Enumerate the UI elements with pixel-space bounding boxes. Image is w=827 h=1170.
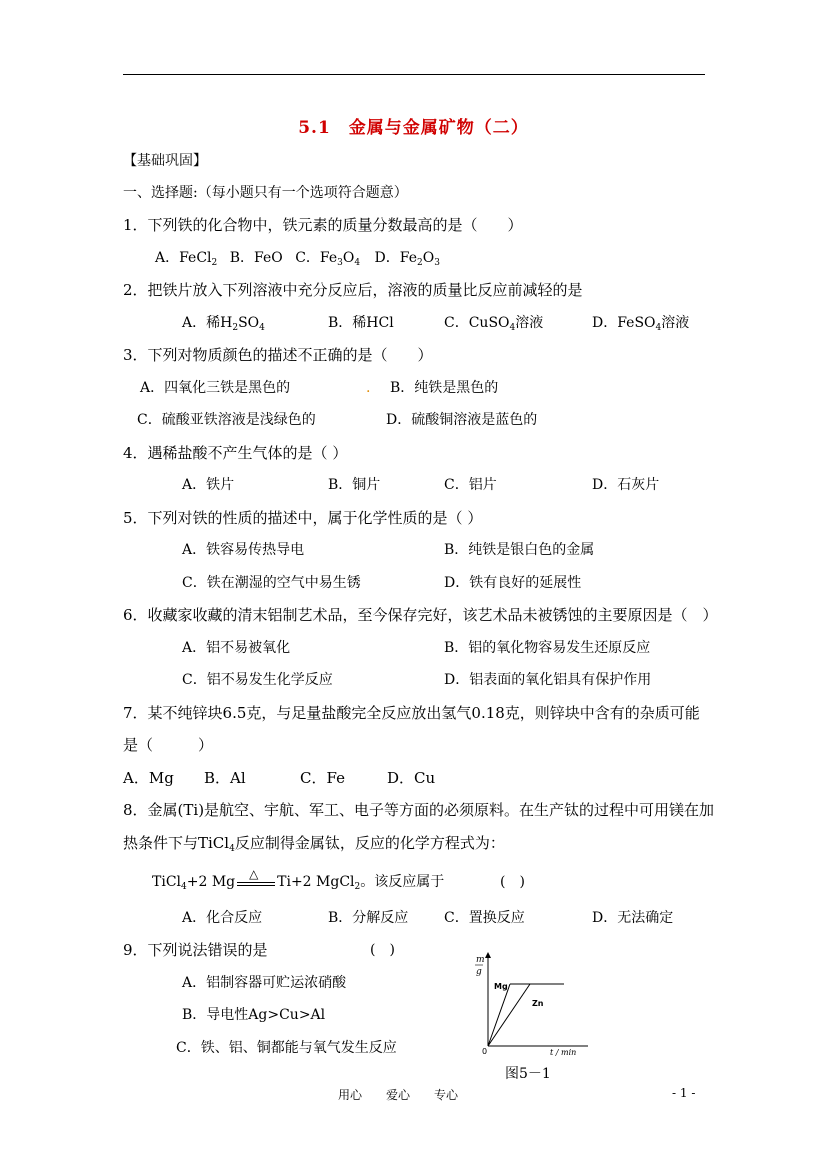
q6-option-b: B．铝的氧化物容易发生还原反应 <box>444 640 651 656</box>
q6-option-c: C．铝不易发生化学反应 <box>182 672 333 688</box>
q2-option-c: C．CuSO$_4$溶液 <box>444 315 544 333</box>
q8-equation: TiCl$_4$+2 Mg △ Ti+2 MgCl$_2$。该反应属于 <box>152 867 445 892</box>
origin-label: 0 <box>482 1047 488 1056</box>
zn-label: Zn <box>532 999 544 1008</box>
figure-caption: 图5－1 <box>505 1066 551 1082</box>
footer-motto: 用心 爱心 专心 <box>338 1088 459 1102</box>
mg-line <box>488 984 510 1046</box>
q3-option-b: B．纯铁是黑色的 <box>390 380 499 396</box>
q5-option-a: A．铁容易传热导电 <box>182 542 305 558</box>
q1-option-c: C．$Fe_3O_4$ <box>295 250 361 268</box>
x-label: t / min <box>550 1048 577 1057</box>
q6-stem: 6．收藏家收藏的清末铝制艺术品，至今保存完好，该艺术品未被锈蚀的主要原因是（ ） <box>123 606 718 624</box>
header-rule <box>123 74 705 75</box>
q6-option-a: A．铝不易被氧化 <box>182 640 291 656</box>
q1-option-a: A．FeCl$_2$ <box>155 250 218 268</box>
q4-option-b: B．铜片 <box>328 477 381 493</box>
q9-answer-paren: ( ) <box>370 942 395 958</box>
q1-option-b: B．FeO <box>229 250 283 266</box>
mass-time-graph <box>472 950 592 1058</box>
q9-stem: 9．下列说法错误的是 <box>123 941 268 959</box>
q7-option-c: C．Fe <box>300 769 345 787</box>
q1-option-d: D．$Fe_2O_3$ <box>374 250 440 268</box>
q7-option-b: B．Al <box>204 769 246 787</box>
q7-option-d: D．Cu <box>387 769 436 787</box>
q5-stem: 5．下列对铁的性质的描述中，属于化学性质的是（ ） <box>123 509 483 527</box>
q9-option-b: B．导电性Ag>Cu>Al <box>182 1007 326 1023</box>
y-label-top: m <box>476 955 485 965</box>
q9-option-a: A．铝制容器可贮运浓硝酸 <box>182 975 347 991</box>
q4-stem: 4．遇稀盐酸不产生气体的是（ ） <box>123 444 348 462</box>
q8-option-d: D．无法确定 <box>592 910 674 926</box>
q5-option-d: D．铁有良好的延展性 <box>444 575 582 591</box>
q4-option-c: C．铝片 <box>444 477 497 493</box>
q2-option-a: A．稀$H_2SO_4$ <box>182 315 265 333</box>
q5-option-c: C．铁在潮湿的空气中易生锈 <box>182 575 361 591</box>
q7-option-a: A．Mg <box>123 769 174 787</box>
q3-stem: 3．下列对物质颜色的描述不正确的是（ ） <box>123 346 433 364</box>
q6-option-d: D．铝表面的氧化铝具有保护作用 <box>444 672 652 688</box>
q7-stem: 7．某不纯锌块6.5克，与足量盐酸完全反应放出氢气0.18克，则锌块中含有的杂质可能 <box>123 704 700 722</box>
q5-option-b: B．纯铁是银白色的金属 <box>444 542 595 558</box>
heat-condition-sign: △ <box>235 872 277 892</box>
q2-option-d: D．FeSO$_4$溶液 <box>592 315 690 333</box>
y-label-bottom: g <box>476 967 482 977</box>
q4-option-a: A．铁片 <box>182 477 235 493</box>
q2-stem: 2．把铁片放入下列溶液中充分反应后，溶液的质量比反应前减轻的是 <box>123 281 583 299</box>
section-heading: 【基础巩固】 <box>123 153 207 169</box>
q3-option-d: D．硫酸铜溶液是蓝色的 <box>386 412 538 428</box>
q1-stem: 1．下列铁的化合物中，铁元素的质量分数最高的是（ ） <box>123 216 523 234</box>
mg-label: Mg <box>494 982 508 991</box>
q8-answer-paren: ( ) <box>500 874 525 890</box>
q8-option-a: A．化合反应 <box>182 910 263 926</box>
q2-option-b: B．稀HCl <box>328 315 394 331</box>
y-axis-arrow <box>485 952 491 958</box>
q8-stem: 8．金属(Ti)是航空、宇航、军工、电子等方面的必须原料。在生产钛的过程中可用镁在加 <box>123 801 715 819</box>
q8-option-c: C．置换反应 <box>444 910 525 926</box>
q3-stray-dot: . <box>366 380 371 396</box>
q7-stem-cont: 是（ ） <box>123 736 214 754</box>
zn-line <box>488 984 530 1046</box>
page-title: 5.1 金属与金属矿物（二） <box>298 118 529 138</box>
q3-option-a: A．四氧化三铁是黑色的 <box>140 380 291 396</box>
page-number: - 1 - <box>672 1086 696 1100</box>
q8-option-b: B．分解反应 <box>328 910 409 926</box>
part-heading: 一、选择题:（每小题只有一个选项符合题意） <box>123 185 408 201</box>
q3-option-c: C．硫酸亚铁溶液是浅绿色的 <box>137 412 316 428</box>
q9-option-c: C．铁、铝、铜都能与氧气发生反应 <box>176 1040 397 1056</box>
q4-option-d: D．石灰片 <box>592 477 660 493</box>
q1-options <box>155 248 440 268</box>
q8-stem-cont: 热条件下与TiCl$_4$反应制得金属钛，反应的化学方程式为： <box>123 834 505 854</box>
